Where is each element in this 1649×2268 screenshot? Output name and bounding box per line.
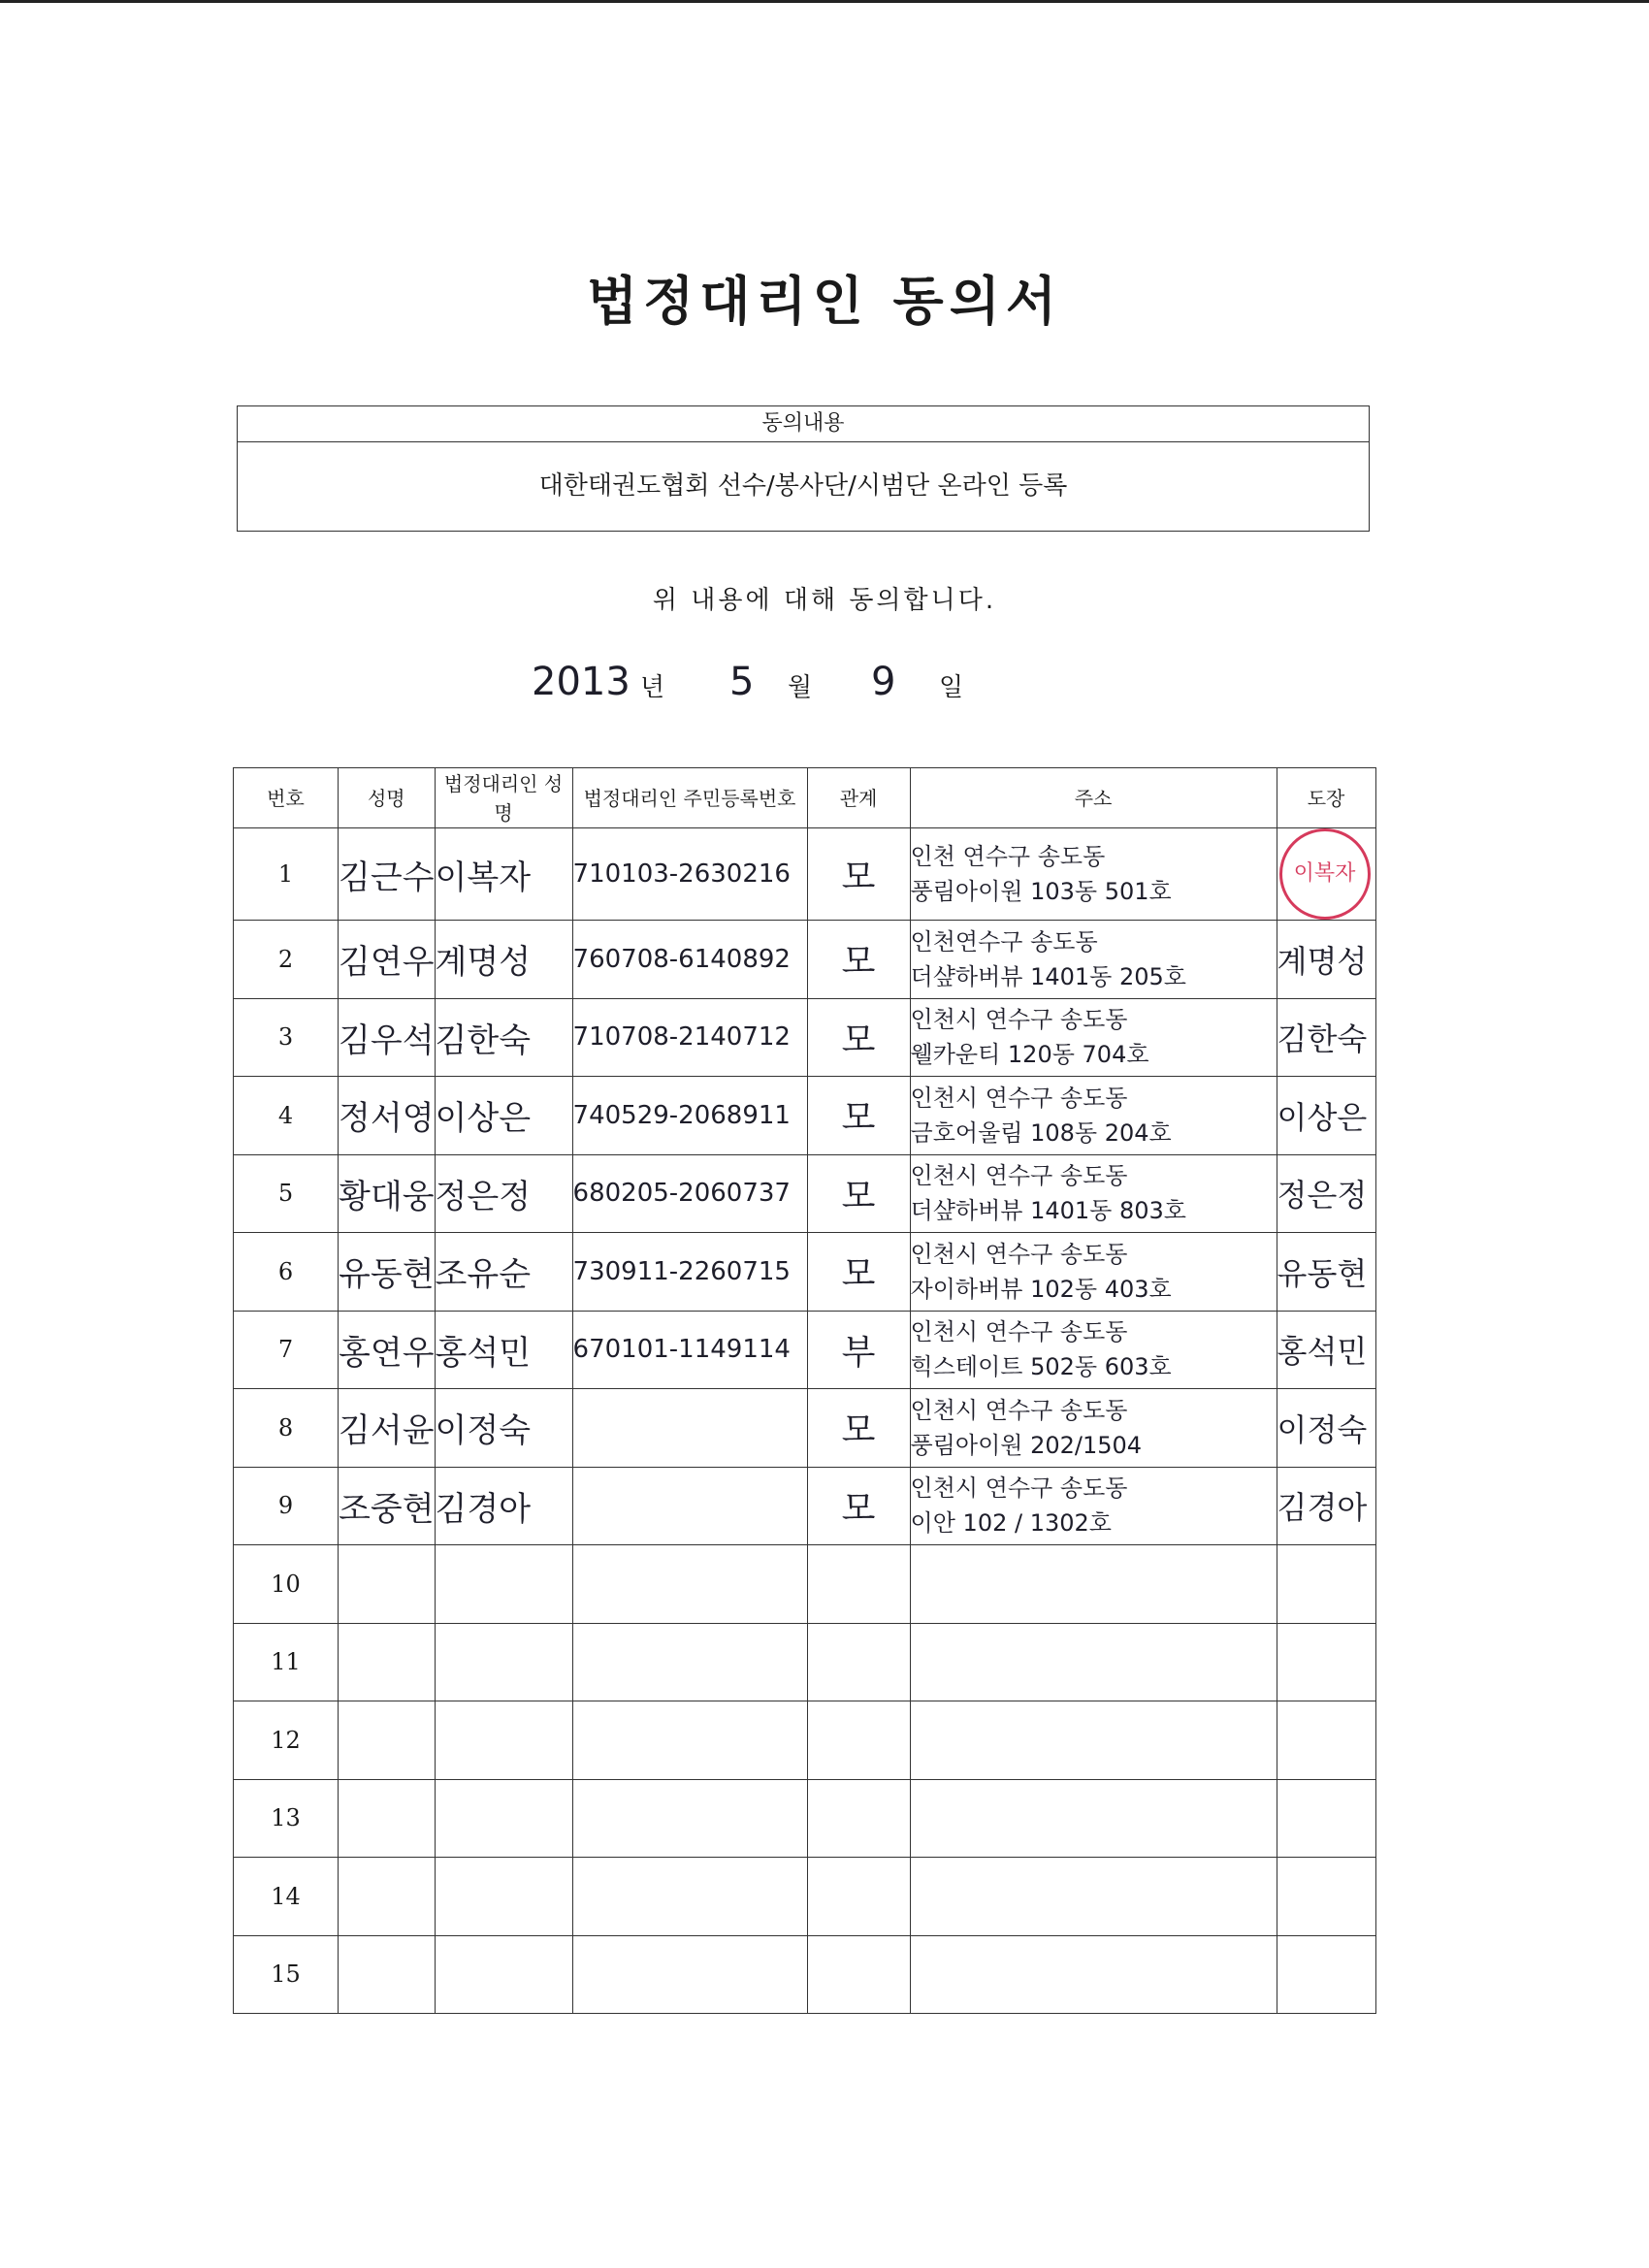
consent-box <box>237 405 1370 532</box>
guardian-id-number <box>572 1935 807 2014</box>
relation <box>807 1701 910 1780</box>
seal-signature <box>1277 1858 1375 1936</box>
address <box>910 1077 1277 1155</box>
seal-signature: 정은정 <box>1277 1154 1375 1233</box>
seal-signature: 홍석민 <box>1277 1311 1375 1389</box>
relation: 모 <box>807 1233 910 1312</box>
student-name: 김우석 <box>339 998 436 1077</box>
seal-signature: 유동현 <box>1277 1233 1375 1312</box>
row-number: 4 <box>234 1077 339 1155</box>
date-month-label: 월 <box>788 673 813 702</box>
date-month: 5 <box>729 660 755 704</box>
row-number: 2 <box>234 921 339 999</box>
seal-signature: 이정숙 <box>1277 1389 1375 1468</box>
relation: 모 <box>807 1077 910 1155</box>
table-row <box>234 1623 1376 1701</box>
header-address: 주소 <box>910 768 1277 828</box>
header-guardian-id: 법정대리인 주민등록번호 <box>572 768 807 828</box>
address <box>910 828 1277 921</box>
seal-signature: 이상은 <box>1277 1077 1375 1155</box>
student-name: 황대웅 <box>339 1154 436 1233</box>
address-line-1: 인천시 연수구 송도동 <box>910 1006 1128 1034</box>
guardian-id-number <box>572 1467 807 1545</box>
row-number: 9 <box>234 1467 339 1545</box>
guardian-id-number <box>572 1389 807 1468</box>
relation: 모 <box>807 998 910 1077</box>
table-row <box>234 1779 1376 1858</box>
relation: 모 <box>807 1467 910 1545</box>
table-row <box>234 828 1376 921</box>
table-row <box>234 1154 1376 1233</box>
address <box>910 1154 1277 1233</box>
address <box>910 1467 1277 1545</box>
date-day-label: 일 <box>939 673 964 702</box>
seal-signature <box>1277 828 1375 921</box>
table-row <box>234 1545 1376 1624</box>
row-number: 3 <box>234 998 339 1077</box>
relation: 모 <box>807 1154 910 1233</box>
table-row <box>234 1467 1376 1545</box>
guardian-id-number <box>572 1545 807 1624</box>
row-number: 8 <box>234 1389 339 1468</box>
student-name: 김연우 <box>339 921 436 999</box>
student-name <box>339 1779 436 1858</box>
relation <box>807 1545 910 1624</box>
table-row <box>234 1858 1376 1936</box>
address <box>910 1858 1277 1936</box>
guardian-id-number: 710708-2140712 <box>572 998 807 1077</box>
seal-signature: 김경아 <box>1277 1467 1375 1545</box>
guardian-name: 홍석민 <box>435 1311 572 1389</box>
address-line-2: 힉스테이트 502동 603호 <box>910 1353 1172 1381</box>
guardian-name: 이복자 <box>435 828 572 921</box>
row-number: 14 <box>234 1858 339 1936</box>
address <box>910 1623 1277 1701</box>
relation <box>807 1779 910 1858</box>
address <box>910 1389 1277 1468</box>
relation <box>807 1623 910 1701</box>
student-name: 조중현 <box>339 1467 436 1545</box>
guardian-name: 정은정 <box>435 1154 572 1233</box>
address-line-1: 인천시 연수구 송도동 <box>910 1162 1128 1190</box>
guardian-name <box>435 1779 572 1858</box>
address-line-1: 인천시 연수구 송도동 <box>910 1396 1128 1424</box>
document-title: 법정대리인 동의서 <box>586 271 1063 332</box>
guardian-id-number: 740529-2068911 <box>572 1077 807 1155</box>
address <box>910 921 1277 999</box>
row-number: 10 <box>234 1545 339 1624</box>
table-row <box>234 998 1376 1077</box>
guardian-name <box>435 1545 572 1624</box>
guardian-id-number: 710103-2630216 <box>572 828 807 921</box>
seal-signature <box>1277 1623 1375 1701</box>
consent-body: 대한태권도협회 선수/봉사단/시범단 온라인 등록 <box>538 471 1068 501</box>
address-line-1: 인천시 연수구 송도동 <box>910 1084 1128 1112</box>
row-number: 12 <box>234 1701 339 1780</box>
table-row <box>234 921 1376 999</box>
student-name: 김근수 <box>339 828 436 921</box>
address <box>910 1311 1277 1389</box>
seal-signature <box>1277 1545 1375 1624</box>
student-name <box>339 1545 436 1624</box>
address-line-1: 인천시 연수구 송도동 <box>910 1240 1128 1268</box>
row-number: 13 <box>234 1779 339 1858</box>
row-number: 11 <box>234 1623 339 1701</box>
table-row <box>234 1077 1376 1155</box>
guardian-id-number: 670101-1149114 <box>572 1311 807 1389</box>
student-name <box>339 1858 436 1936</box>
date-day: 9 <box>871 660 896 704</box>
guardian-id-number <box>572 1623 807 1701</box>
guardian-name <box>435 1858 572 1936</box>
table-row <box>234 1701 1376 1780</box>
guardian-name: 김경아 <box>435 1467 572 1545</box>
consent-header: 동의내용 <box>238 406 1369 442</box>
relation <box>807 1858 910 1936</box>
header-relation: 관계 <box>807 768 910 828</box>
address <box>910 1233 1277 1312</box>
table-row <box>234 1311 1376 1389</box>
student-name: 유동현 <box>339 1233 436 1312</box>
guardian-name <box>435 1701 572 1780</box>
address-line-2: 웰카운티 120동 704호 <box>910 1041 1149 1069</box>
guardian-name: 이정숙 <box>435 1389 572 1468</box>
relation: 부 <box>807 1311 910 1389</box>
address-line-2: 금호어울림 108동 204호 <box>910 1118 1172 1147</box>
address-line-2: 이안 102 / 1302호 <box>910 1509 1112 1538</box>
row-number: 1 <box>234 828 339 921</box>
relation: 모 <box>807 921 910 999</box>
table-row <box>234 1389 1376 1468</box>
guardian-id-number <box>572 1858 807 1936</box>
address-line-1: 인천 연수구 송도동 <box>910 843 1106 870</box>
header-guardian-name: 법정대리인 성명 <box>435 768 572 828</box>
student-name <box>339 1935 436 2014</box>
guardian-id-number: 680205-2060737 <box>572 1154 807 1233</box>
address-line-2: 더샾하버뷰 1401동 803호 <box>910 1197 1186 1225</box>
address-line-2: 풍림아이원 103동 501호 <box>910 878 1172 905</box>
date-year-label: 년 <box>640 673 665 702</box>
table-row <box>234 1935 1376 2014</box>
guardian-name: 김한숙 <box>435 998 572 1077</box>
address-line-2: 자이하버뷰 102동 403호 <box>910 1275 1172 1303</box>
header-name: 성명 <box>339 768 436 828</box>
row-number: 15 <box>234 1935 339 2014</box>
guardian-id-number <box>572 1701 807 1780</box>
row-number: 6 <box>234 1233 339 1312</box>
row-number: 5 <box>234 1154 339 1233</box>
header-no: 번호 <box>234 768 339 828</box>
student-name: 정서영 <box>339 1077 436 1155</box>
student-name: 홍연우 <box>339 1311 436 1389</box>
guardian-name: 이상은 <box>435 1077 572 1155</box>
student-name: 김서윤 <box>339 1389 436 1468</box>
student-name <box>339 1623 436 1701</box>
address <box>910 1935 1277 2014</box>
guardian-id-number: 760708-6140892 <box>572 921 807 999</box>
relation: 모 <box>807 828 910 921</box>
guardian-name <box>435 1623 572 1701</box>
address <box>910 1779 1277 1858</box>
relation <box>807 1935 910 2014</box>
guardian-name: 계명성 <box>435 921 572 999</box>
address-line-2: 풍림아이원 202/1504 <box>910 1431 1143 1459</box>
address <box>910 998 1277 1077</box>
header-seal: 도장 <box>1277 768 1375 828</box>
address <box>910 1545 1277 1624</box>
guardian-name: 조유순 <box>435 1233 572 1312</box>
address-line-1: 인천시 연수구 송도동 <box>910 1318 1128 1346</box>
seal-signature: 김한숙 <box>1277 998 1375 1077</box>
address <box>910 1701 1277 1780</box>
guardian-name <box>435 1935 572 2014</box>
address-line-1: 인천시 연수구 송도동 <box>910 1474 1128 1503</box>
scan-top-edge <box>0 0 1649 3</box>
row-number: 7 <box>234 1311 339 1389</box>
seal-signature <box>1277 1935 1375 2014</box>
address-line-1: 인천연수구 송도동 <box>910 927 1098 956</box>
relation: 모 <box>807 1389 910 1468</box>
table-body <box>234 828 1376 2014</box>
date-year: 2013 <box>532 660 630 704</box>
seal-signature <box>1277 1779 1375 1858</box>
table-header-row <box>234 768 1376 828</box>
address-line-2: 더샾하버뷰 1401동 205호 <box>910 962 1186 990</box>
agree-statement: 위 내용에 대해 동의합니다. <box>652 586 997 615</box>
seal-signature <box>1277 1701 1375 1780</box>
table-row <box>234 1233 1376 1312</box>
student-name <box>339 1701 436 1780</box>
seal-signature: 계명성 <box>1277 921 1375 999</box>
guardian-table <box>233 767 1376 2014</box>
guardian-id-number: 730911-2260715 <box>572 1233 807 1312</box>
seal-stamp: 이복자 <box>1279 828 1371 920</box>
guardian-id-number <box>572 1779 807 1858</box>
